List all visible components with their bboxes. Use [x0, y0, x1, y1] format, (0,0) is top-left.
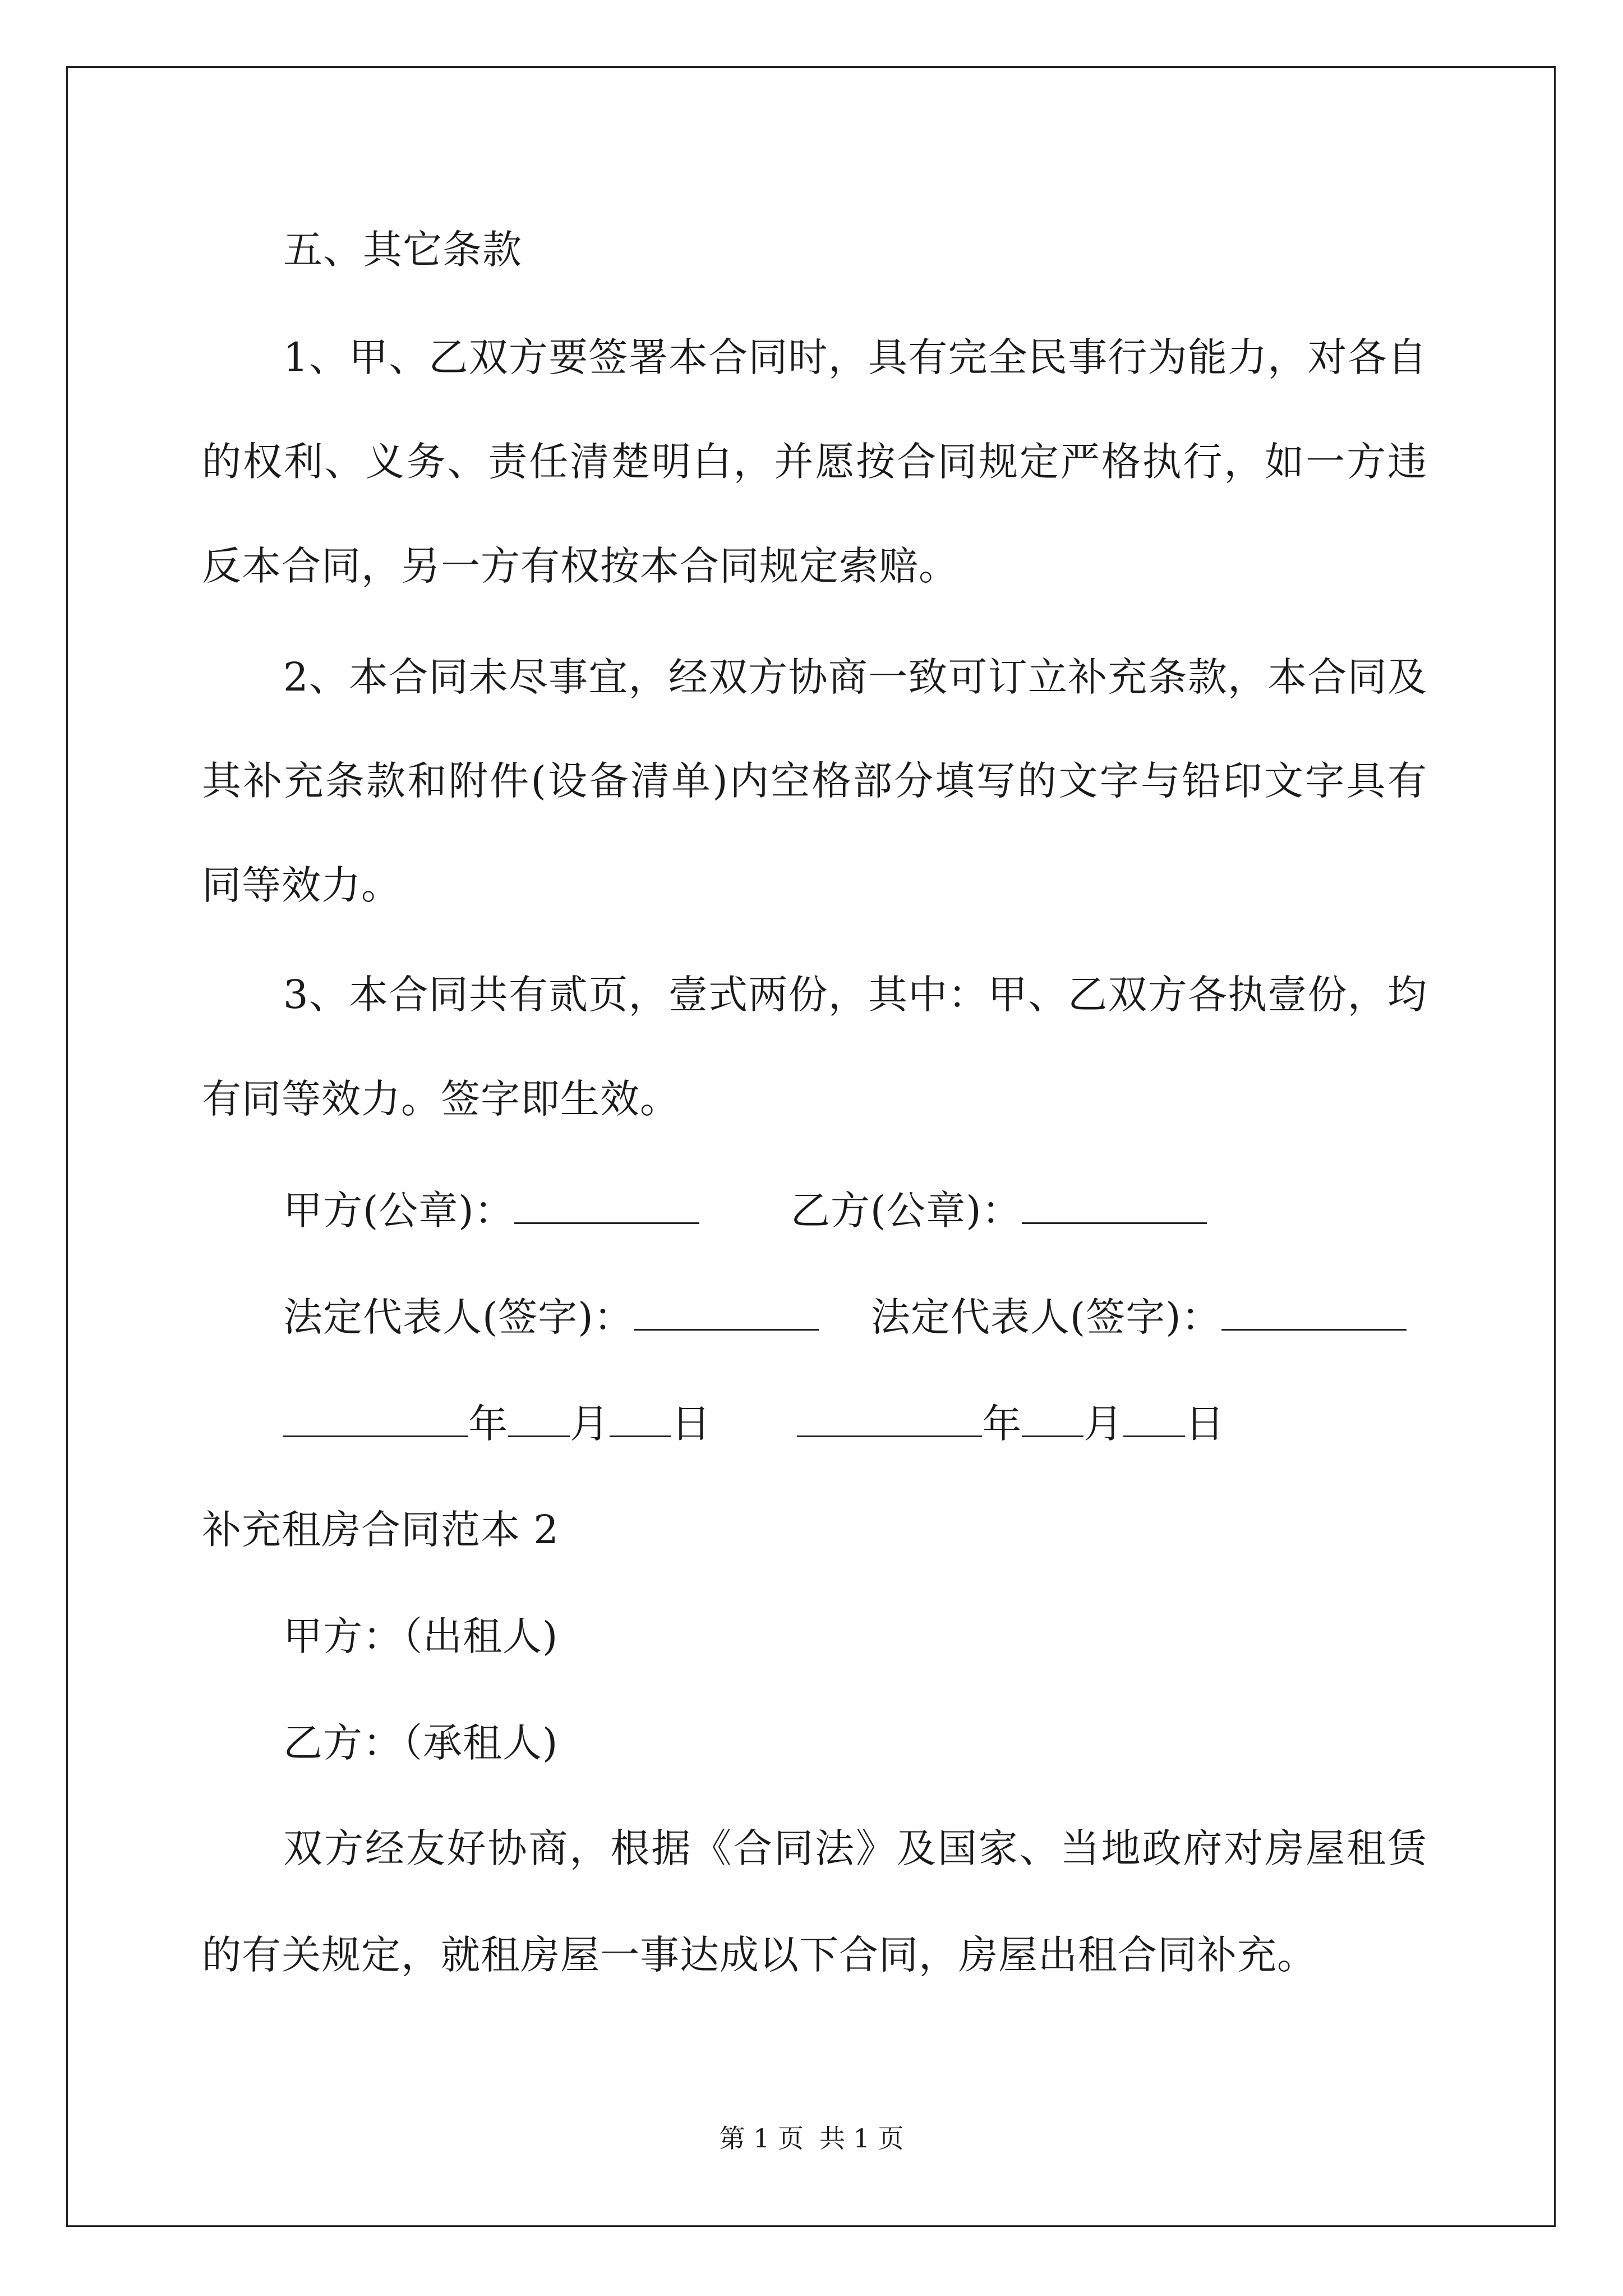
page-border — [66, 66, 1556, 2227]
intro-line-2: 的有关规定，就租房屋一事达成以下合同，房屋出租合同补充。 — [202, 1932, 1317, 1978]
year-label: 年 — [982, 1401, 1022, 1447]
party-b-month-blank[interactable] — [1022, 1401, 1083, 1437]
party-a-year-blank[interactable] — [283, 1401, 468, 1437]
month-label: 月 — [1083, 1401, 1124, 1447]
clause-1-line-1: 1、甲、乙双方要签署本合同时，具有完全民事行为能力，对各自 — [283, 334, 1427, 380]
party-a-seal-blank[interactable] — [514, 1188, 699, 1224]
party-b-rep-blank[interactable] — [1221, 1294, 1407, 1331]
clause-3-line-1: 3、本合同共有贰页，壹式两份，其中：甲、乙双方各执壹份，均 — [283, 972, 1427, 1018]
month-label: 月 — [570, 1401, 610, 1447]
intro-line-1: 双方经友好协商，根据《合同法》及国家、当地政府对房屋租赁 — [283, 1825, 1427, 1871]
second-contract-title: 补充租房合同范本 2 — [202, 1507, 559, 1553]
day-label: 日 — [1185, 1401, 1225, 1447]
page-current: 第 1 页 — [719, 2123, 804, 2154]
party-a-day-blank[interactable] — [610, 1401, 671, 1437]
representative-signature-row — [283, 1294, 1407, 1340]
party-a-rep-label: 法定代表人(签字)： — [283, 1294, 634, 1340]
party-b-year-blank[interactable] — [797, 1401, 982, 1437]
seal-signature-row — [283, 1188, 1207, 1233]
party-a-rep-blank[interactable] — [634, 1294, 819, 1331]
clause-2-line-2: 其补充条款和附件(设备清单)内空格部分填写的文字与铅印文字具有 — [202, 758, 1427, 804]
clause-1-line-2: 的权利、义务、责任清楚明白，并愿按合同规定严格执行，如一方违 — [202, 439, 1427, 485]
party-b-seal-label: 乙方(公章)： — [790, 1188, 1022, 1234]
page-footer — [0, 2122, 1623, 2155]
clause-3-line-2: 有同等效力。签字即生效。 — [202, 1076, 680, 1122]
section-heading: 五、其它条款 — [283, 227, 522, 273]
party-b-seal-blank[interactable] — [1022, 1188, 1207, 1224]
clause-2-line-3: 同等效力。 — [202, 862, 401, 908]
party-b-label: 乙方：（承租人) — [283, 1720, 559, 1766]
clause-2-line-1: 2、本合同未尽事宜，经双方协商一致可订立补充条款，本合同及 — [283, 654, 1427, 700]
party-a-month-blank[interactable] — [508, 1401, 570, 1437]
clause-1-line-3: 反本合同，另一方有权按本合同规定索赔。 — [202, 543, 958, 589]
page-total: 共 1 页 — [819, 2123, 904, 2154]
party-a-label: 甲方：（出租人) — [283, 1613, 559, 1659]
day-label: 日 — [671, 1401, 711, 1447]
party-a-seal-label: 甲方(公章)： — [283, 1188, 514, 1234]
year-label: 年 — [468, 1401, 508, 1447]
party-b-rep-label: 法定代表人(签字)： — [870, 1294, 1221, 1340]
party-b-day-blank[interactable] — [1123, 1401, 1185, 1437]
date-row — [283, 1401, 1225, 1446]
